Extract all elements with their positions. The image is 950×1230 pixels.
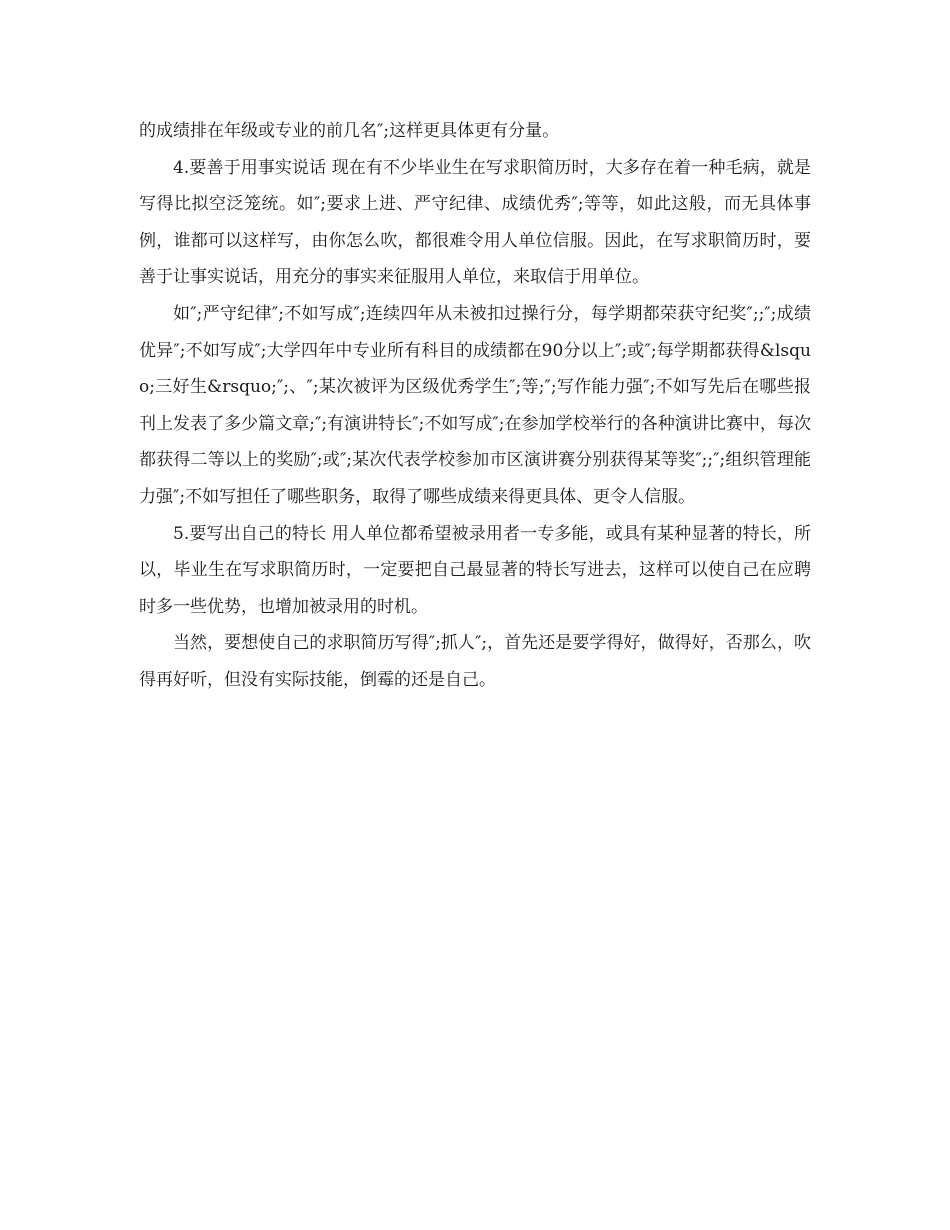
paragraph-examples: 如″;严守纪律″;不如写成″;连续四年从未被扣过操行分，每学期都荣获守纪奖″;;″;成绩优异″;不如写成″;大学四年中专业所有科目的成绩都在90分以上″;或″;每学期都获得&lsquo;三好生&rsquo;″;、″;某次被评为区级优秀学生″;等;″;写作能力强″;不如写先后在哪些报刊上发表了多少篇文章;″;有演讲特长″;不如写成″;在参加学校举行的各种演讲比赛中，每次都获得二等以上的奖励″;或″;某次代表学校参加市区演讲赛分别获得某等奖″;;″;组织管理能力强″;不如写担任了哪些职务，取得了哪些成绩来得更具体、更令人信服。 xyxy=(139,303,811,507)
document-body xyxy=(139,113,811,699)
paragraph-use-facts: 4.要善于用事实说话 现在有不少毕业生在写求职简历时，大多存在着一种毛病，就是写得比拟空泛笼统。如″;要求上进、严守纪律、成绩优秀″;等等，如此这般，而无具体事例，谁都可以这样写，由你怎么吹，都很难令用人单位信服。因此，在写求职简历时，要善于让事实说话，用充分的事实来征服用人单位，来取信于用单位。 xyxy=(139,157,811,288)
paragraph-conclusion: 当然，要想使自己的求职简历写得″;抓人″;，首先还是要学得好，做得好，否那么，吹得再好听，但没有实际技能，倒霉的还是自己。 xyxy=(139,633,811,690)
paragraph-continuation: 的成绩排在年级或专业的前几名″;这样更具体更有分量。 xyxy=(139,121,560,141)
paragraph-strengths: 5.要写出自己的特长 用人单位都希望被录用者一专多能，或具有某种显著的特长，所以，毕业生在写求职简历时，一定要把自己最显著的特长写进去，这样可以使自己在应聘时多一些优势，也增加被录用的时机。 xyxy=(139,523,811,617)
